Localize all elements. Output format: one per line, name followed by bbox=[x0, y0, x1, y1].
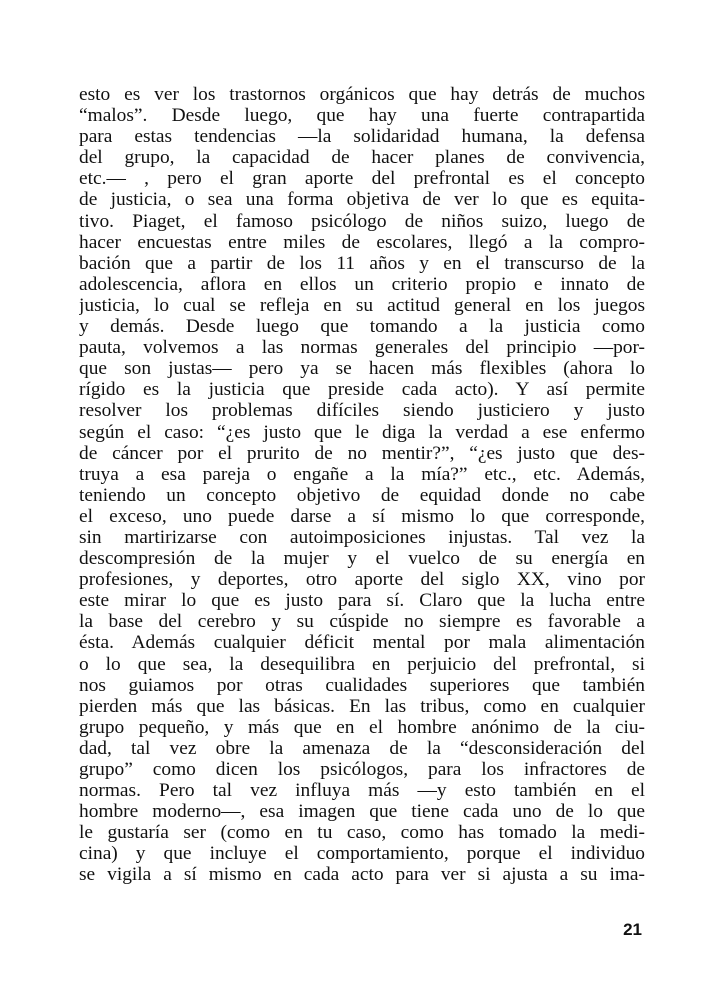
text-line-30: pierden más que las básicas. En las tribus, como en cualquier bbox=[79, 695, 645, 717]
text-line-35: hombre moderno—, esa imagen que tiene cada uno de lo que bbox=[79, 801, 645, 823]
text-line-38: se vigila a sí mismo en cada acto para ver si ajusta a su ima- bbox=[79, 864, 645, 886]
text-line-17: según el caso: “¿es justo que le diga la verdad a ese enfermo bbox=[79, 421, 645, 443]
text-line-12: y demás. Desde luego que tomando a la justicia como bbox=[79, 316, 645, 338]
text-line-28: o lo que sea, la desequilibra en perjuicio del prefrontal, si bbox=[79, 653, 645, 675]
text-line-14: que son justas— pero ya se hacen más flexibles (ahora lo bbox=[79, 358, 645, 380]
text-line-4: del grupo, la capacidad de hacer planes de convivencia, bbox=[79, 147, 645, 169]
text-line-9: bación que a partir de los 11 años y en el transcurso de la bbox=[79, 252, 645, 274]
text-line-24: profesiones, y deportes, otro aporte del siglo XX, vino por bbox=[79, 569, 645, 591]
text-line-18: de cáncer por el prurito de no mentir?”, “¿es justo que des- bbox=[79, 442, 645, 464]
text-line-15: rígido es la justicia que preside cada acto). Y así permite bbox=[79, 379, 645, 401]
text-line-37: cina) y que incluye el comportamiento, porque el individuo bbox=[79, 843, 645, 865]
text-line-27: ésta. Además cualquier déficit mental por mala alimentación bbox=[79, 632, 645, 654]
text-line-2: “malos”. Desde luego, que hay una fuerte contrapartida bbox=[79, 105, 645, 127]
text-line-21: el exceso, uno puede darse a sí mismo lo que corresponde, bbox=[79, 505, 645, 527]
text-line-29: nos guiamos por otras cualidades superiores que también bbox=[79, 674, 645, 696]
text-line-26: la base del cerebro y su cúspide no siempre es favorable a bbox=[79, 611, 645, 633]
text-line-36: le gustaría ser (como en tu caso, como has tomado la medi- bbox=[79, 822, 645, 844]
text-line-1: esto es ver los trastornos orgánicos que hay detrás de muchos bbox=[79, 84, 645, 105]
page-number: 21 bbox=[623, 920, 642, 939]
text-line-32: dad, tal vez obre la amenaza de la “desconsideración del bbox=[79, 737, 645, 759]
text-line-5: etc.— , pero el gran aporte del prefrontal es el concepto bbox=[79, 168, 645, 190]
text-line-23: descompresión de la mujer y el vuelco de su energía en bbox=[79, 548, 645, 570]
text-line-25: este mirar lo que es justo para sí. Claro que la lucha entre bbox=[79, 590, 645, 612]
text-line-22: sin martirizarse con autoimposiciones injustas. Tal vez la bbox=[79, 526, 645, 548]
text-line-13: pauta, volvemos a las normas generales del principio —por- bbox=[79, 337, 645, 359]
text-line-6: de justicia, o sea una forma objetiva de ver lo que es equita- bbox=[79, 189, 645, 211]
text-line-20: teniendo un concepto objetivo de equidad donde no cabe bbox=[79, 484, 645, 506]
text-line-7: tivo. Piaget, el famoso psicólogo de niños suizo, luego de bbox=[79, 210, 645, 232]
text-line-34: normas. Pero tal vez influya más —y esto también en el bbox=[79, 780, 645, 802]
text-line-16: resolver los problemas difíciles siendo justiciero y justo bbox=[79, 400, 645, 422]
text-line-33: grupo” como dicen los psicólogos, para los infractores de bbox=[79, 759, 645, 780]
text-line-31: grupo pequeño, y más que en el hombre anónimo de la ciu- bbox=[79, 716, 645, 738]
text-line-19: truya a esa pareja o engañe a la mía?” etc., etc. Además, bbox=[79, 463, 645, 485]
text-line-8: hacer encuestas entre miles de escolares, llegó a la compro- bbox=[79, 231, 645, 253]
text-line-11: justicia, lo cual se refleja en su actitud general en los juegos bbox=[79, 294, 645, 316]
text-line-10: adolescencia, aflora en ellos un criterio propio e innato de bbox=[79, 273, 645, 295]
body-text bbox=[79, 84, 645, 886]
text-line-3: para estas tendencias —la solidaridad humana, la defensa bbox=[79, 126, 645, 148]
